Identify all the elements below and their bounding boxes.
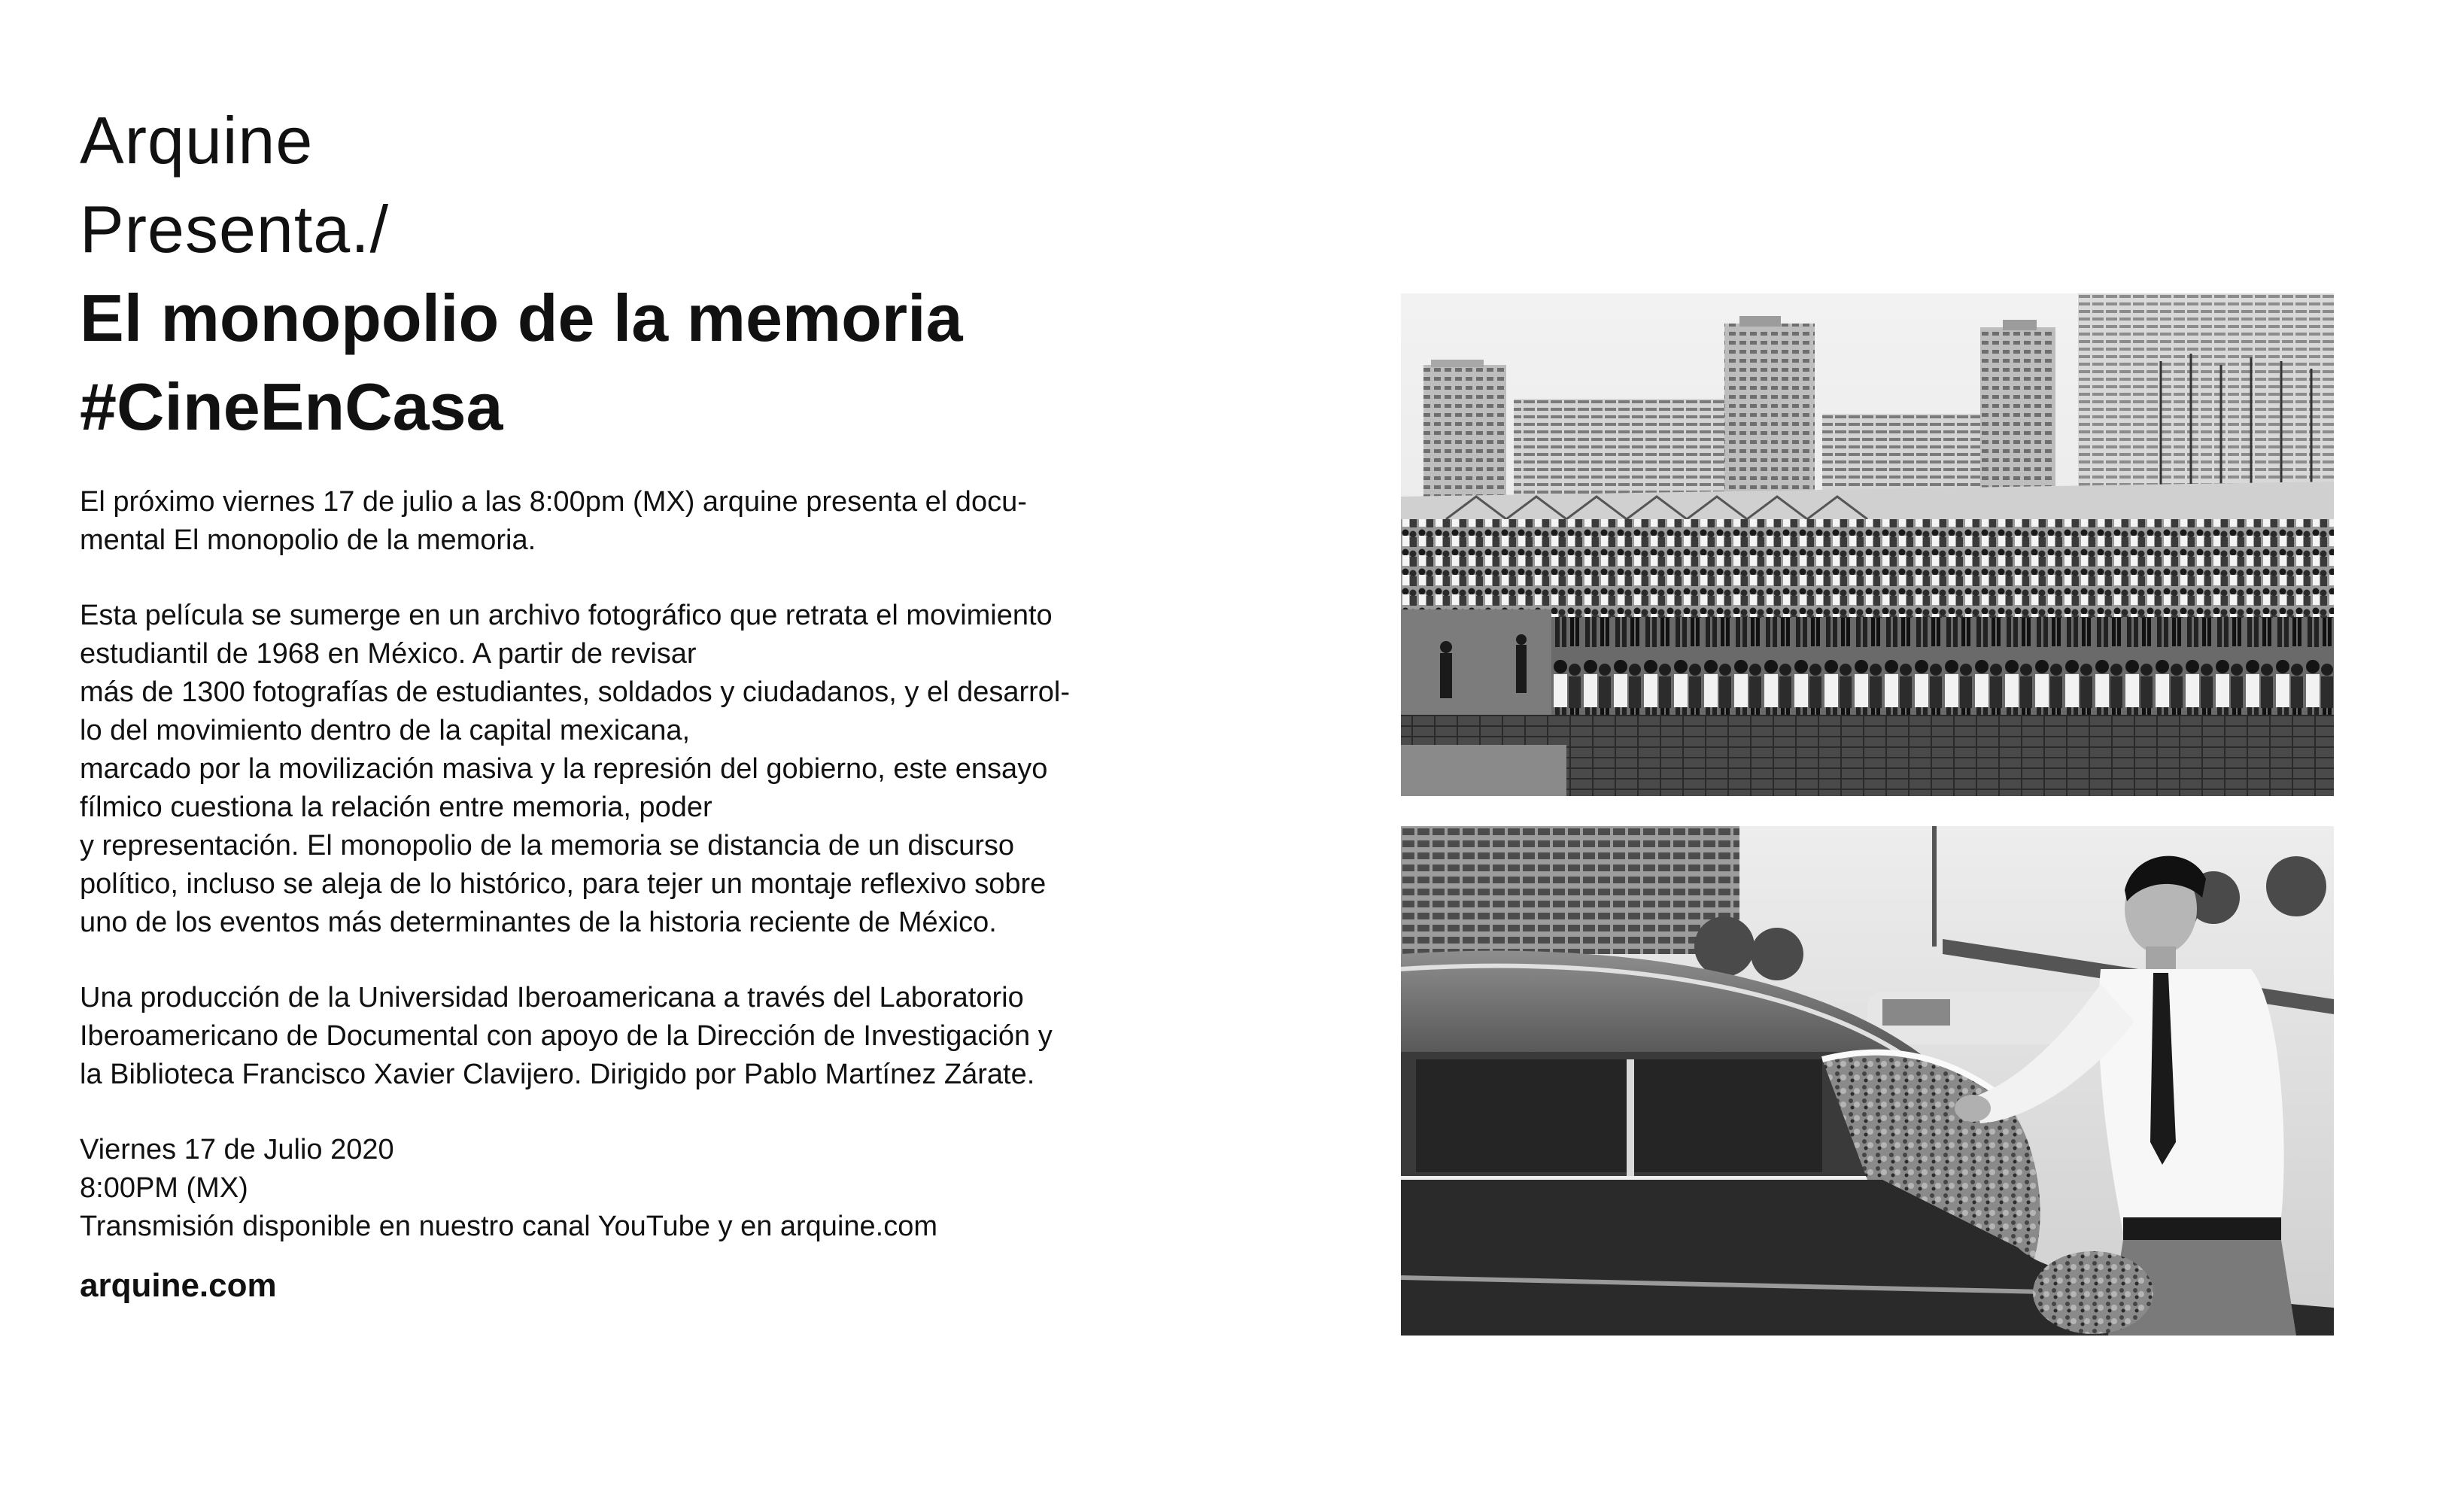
description-line: uno de los eventos más determinantes de la historia reciente de México.: [80, 907, 997, 938]
credits-line: Iberoamericano de Documental con apoyo de la Dirección de Investigación y: [80, 1020, 1053, 1052]
header-line-1: Arquine: [80, 103, 314, 178]
header-line-2: Presenta./: [80, 192, 390, 266]
description-line: más de 1300 fotografías de estudiantes, soldados y ciudadanos, y el desarrol-: [80, 676, 1071, 708]
man-car-photo-art: [1401, 826, 2334, 1336]
description-paragraph: [80, 597, 1299, 942]
page-title: El monopolio de la memoria: [80, 281, 963, 355]
schedule-block: [80, 1131, 1299, 1246]
intro-line: El próximo viernes 17 de julio a las 8:00pm (MX) arquine presenta el docu-: [80, 486, 1027, 518]
schedule-broadcast: Transmisión disponible en nuestro canal YouTube y en arquine.com: [80, 1211, 937, 1242]
hashtag: #CineEnCasa: [80, 369, 503, 444]
site-link[interactable]: arquine.com: [80, 1267, 277, 1304]
text-column: [80, 96, 1299, 1305]
intro-paragraph: [80, 483, 1299, 560]
credits-paragraph: [80, 979, 1299, 1094]
man-car-photo: [1401, 826, 2334, 1336]
crowd-photo: [1401, 293, 2334, 796]
description-line: fílmico cuestiona la relación entre memoria, poder: [80, 792, 712, 823]
schedule-time: 8:00PM (MX): [80, 1172, 248, 1204]
credits-line: Una producción de la Universidad Iberoamericana a través del Laboratorio: [80, 982, 1024, 1013]
credits-line: la Biblioteca Francisco Xavier Clavijero. Dirigido por Pablo Martínez Zárate.: [80, 1059, 1035, 1090]
crowd-photo-art: [1401, 293, 2334, 796]
intro-line: mental El monopolio de la memoria.: [80, 524, 536, 556]
description-line: marcado por la movilización masiva y la represión del gobierno, este ensayo: [80, 753, 1048, 785]
description-line: estudiantil de 1968 en México. A partir de revisar: [80, 638, 697, 670]
description-line: lo del movimiento dentro de la capital mexicana,: [80, 715, 691, 746]
description-line: político, incluso se aleja de lo histórico, para tejer un montaje reflexivo sobre: [80, 868, 1047, 900]
description-line: y representación. El monopolio de la memoria se distancia de un discurso: [80, 830, 1014, 861]
schedule-date: Viernes 17 de Julio 2020: [80, 1134, 394, 1165]
description-line: Esta película se sumerge en un archivo fotográfico que retrata el movimiento: [80, 600, 1053, 631]
